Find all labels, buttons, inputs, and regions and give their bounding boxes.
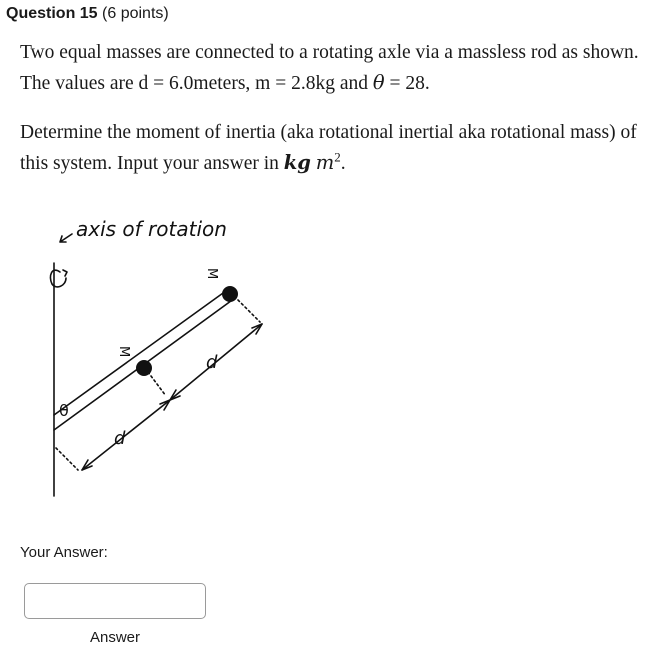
mass-label-outer: M xyxy=(204,268,219,280)
question-title: Question 15 xyxy=(6,5,98,22)
dimension-arrow-inner-left xyxy=(82,460,92,470)
rotating-axle-diagram xyxy=(30,200,290,510)
angle-label: θ xyxy=(59,401,69,420)
answer-caption: Answer xyxy=(89,629,141,646)
unit-m: m xyxy=(315,151,335,174)
mass-outer xyxy=(222,286,238,302)
your-answer-label: Your Answer: xyxy=(20,544,108,561)
guide-dotted-1 xyxy=(56,448,78,470)
question-points: (6 points) xyxy=(102,5,169,22)
mass-inner xyxy=(136,360,152,376)
question-paragraph2-end: . xyxy=(340,153,346,174)
theta-symbol: θ xyxy=(372,71,385,94)
question-text-part2: = 28. xyxy=(384,73,430,94)
question-text-part1: Two equal masses are connected to a rotating axle via a massless rod as shown. The values are d = 6.0meters, m = 2.8kg and xyxy=(20,42,639,94)
axis-label-arrow xyxy=(60,234,72,242)
dimension-arrow-inner-right xyxy=(160,400,170,410)
axis-of-rotation-label: axis of rotation xyxy=(76,217,227,241)
question-paragraph-2 xyxy=(20,118,650,179)
guide-dotted-3 xyxy=(238,300,260,322)
unit-exponent: 2 xyxy=(334,149,341,165)
rod-line-top xyxy=(54,288,230,415)
question-body xyxy=(20,38,650,179)
guide-dotted-2 xyxy=(148,372,166,396)
question-paragraph2-text: Determine the moment of inertia (aka rotational inertial aka rotational mass) of this system. Input your answer in xyxy=(20,122,637,174)
answer-input[interactable] xyxy=(24,583,206,619)
dimension-line-inner xyxy=(82,400,170,470)
question-header xyxy=(6,4,169,24)
rotation-arrow-icon xyxy=(50,270,67,287)
unit-kg: kg xyxy=(283,151,311,174)
distance-label-inner: d xyxy=(114,428,126,449)
distance-label-outer: d xyxy=(206,352,218,373)
mass-label-inner: M xyxy=(116,346,131,358)
question-paragraph-1 xyxy=(20,38,650,99)
